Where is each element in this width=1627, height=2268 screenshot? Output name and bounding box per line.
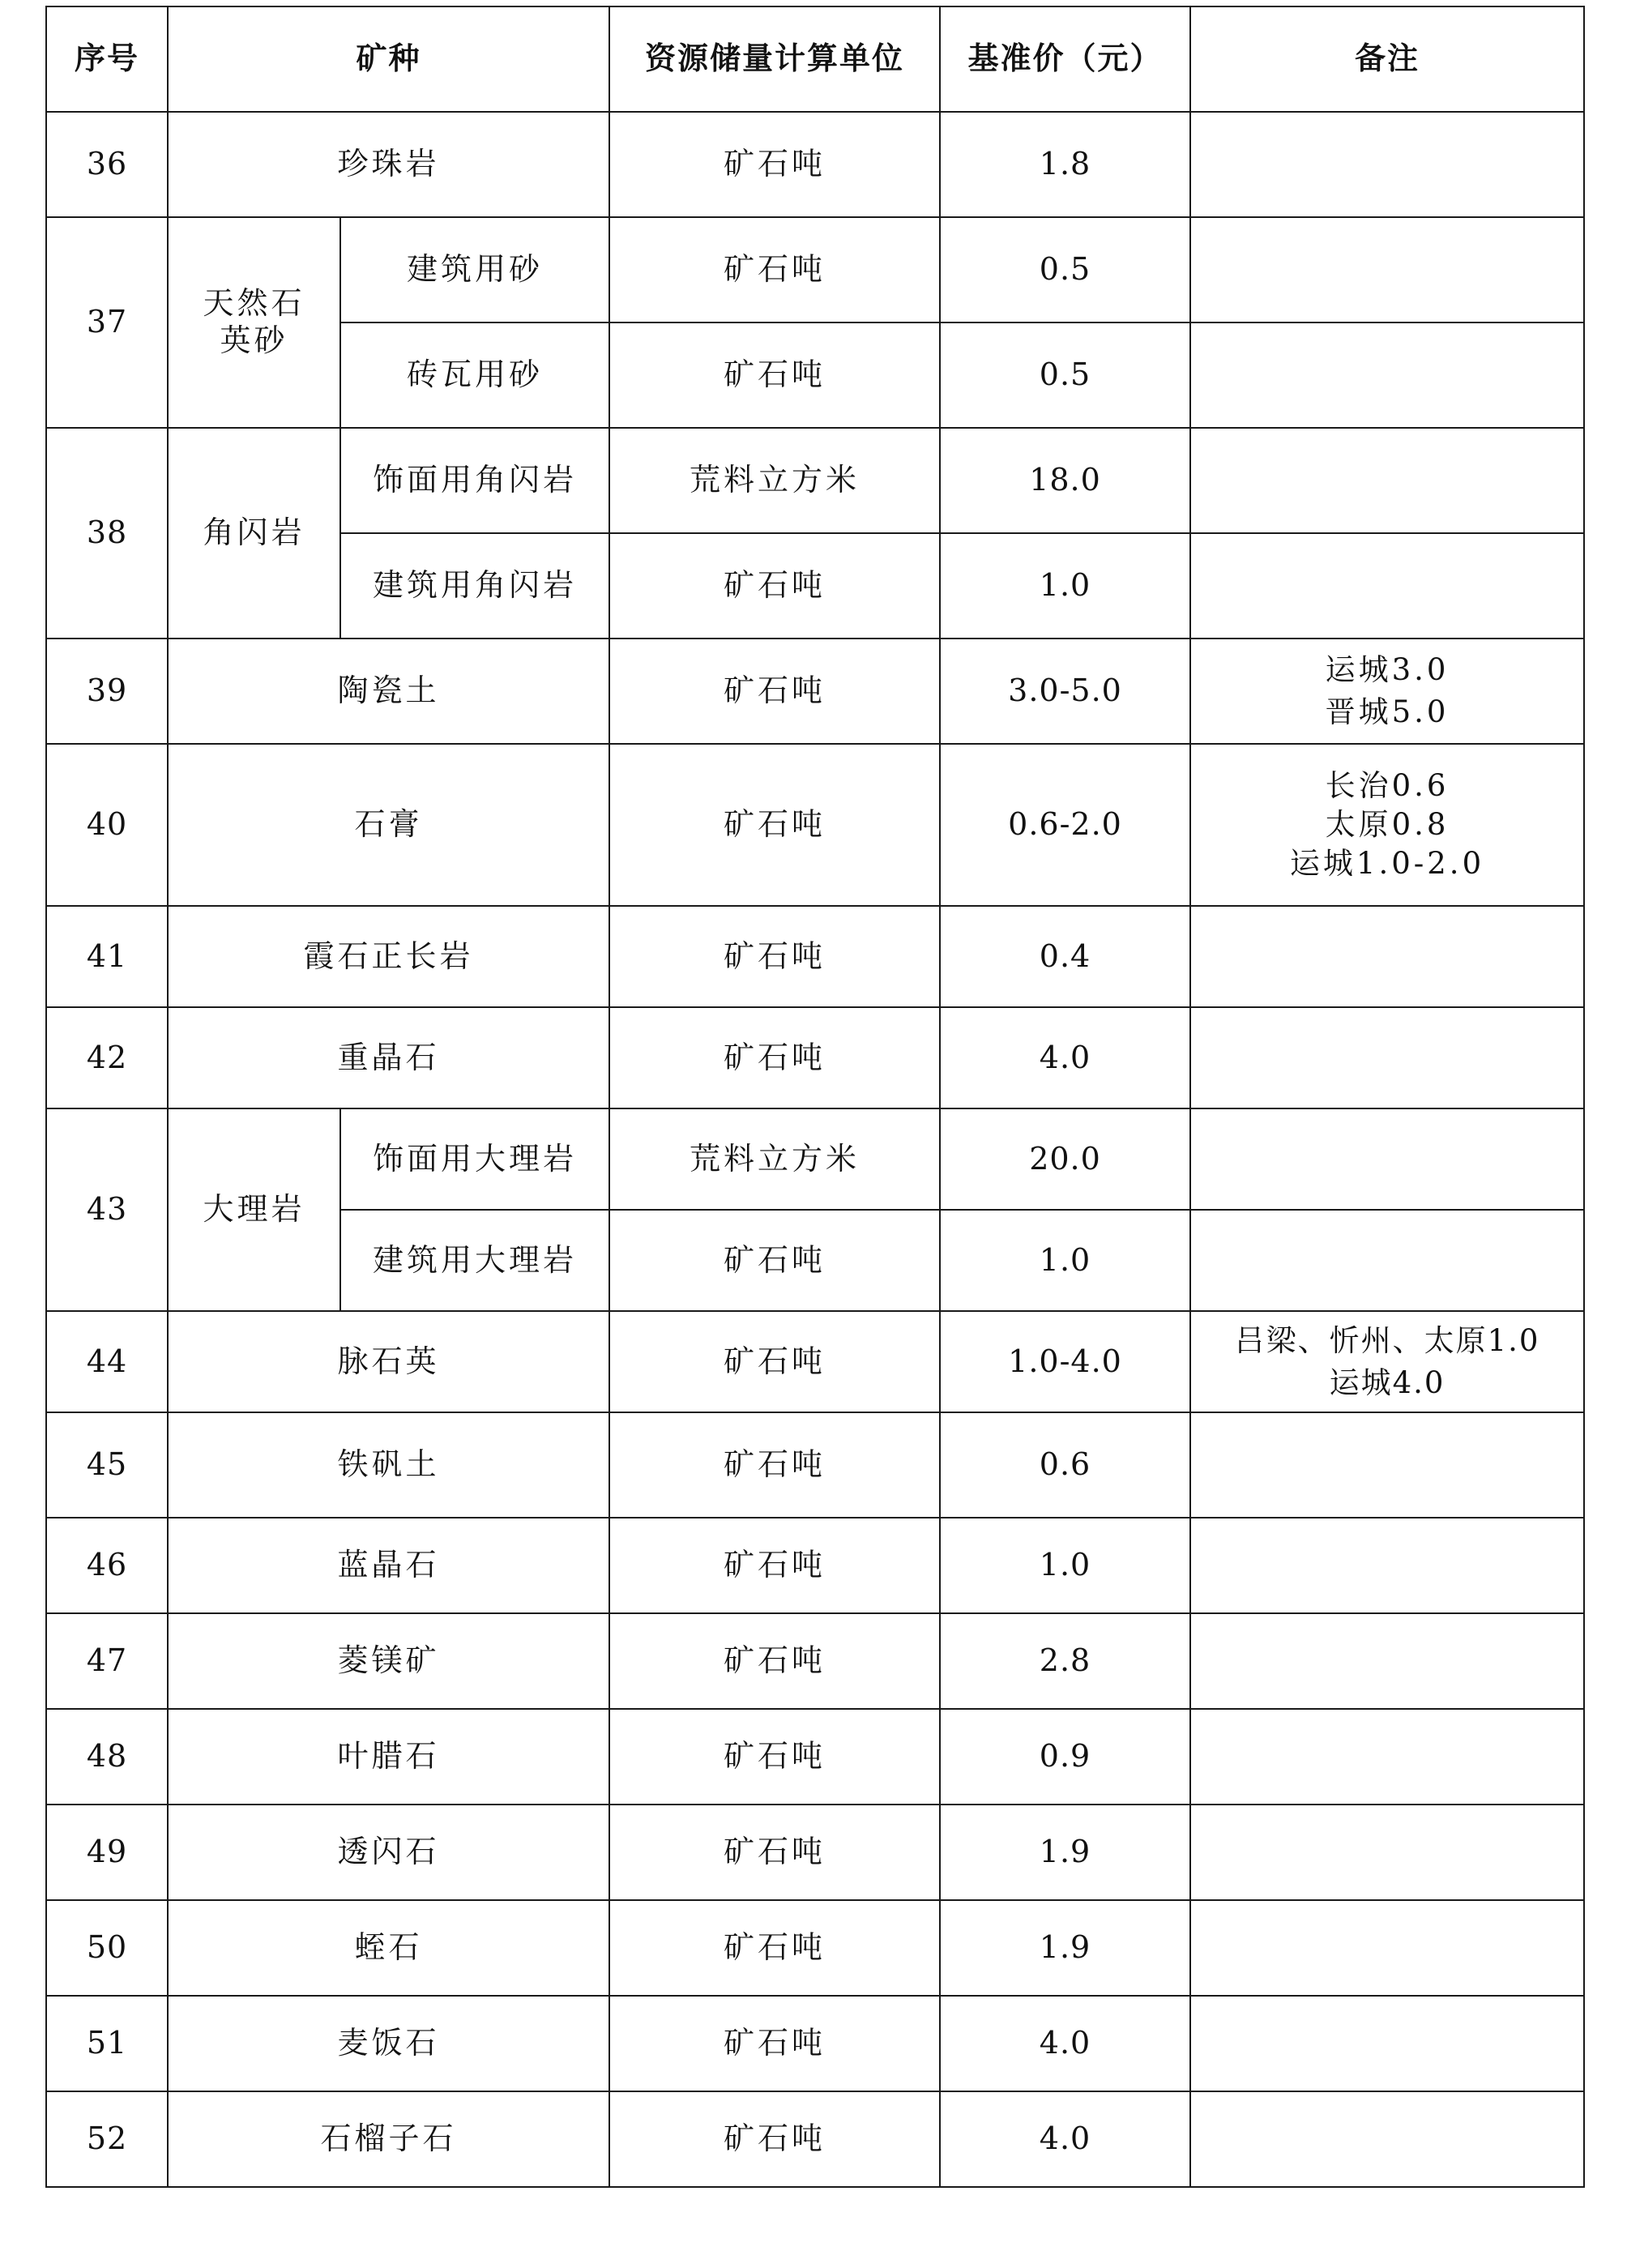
sub-mineral-name: 饰面用大理岩 bbox=[340, 1108, 609, 1210]
price-cell: 0.6-2.0 bbox=[940, 744, 1190, 906]
table-row bbox=[46, 1108, 1584, 1210]
unit-cell: 矿石吨 bbox=[609, 533, 940, 639]
price-cell: 3.0-5.0 bbox=[940, 639, 1190, 744]
price-cell: 4.0 bbox=[940, 2091, 1190, 2187]
table-row bbox=[46, 112, 1584, 217]
table-row bbox=[46, 217, 1584, 322]
remark-cell bbox=[1190, 112, 1584, 217]
table-row bbox=[46, 744, 1584, 906]
row-no: 41 bbox=[46, 906, 168, 1007]
remark-cell bbox=[1190, 1613, 1584, 1709]
remark-cell bbox=[1190, 1518, 1584, 1613]
table-row bbox=[46, 1007, 1584, 1108]
unit-cell: 矿石吨 bbox=[609, 906, 940, 1007]
table-row bbox=[46, 1709, 1584, 1805]
header-row bbox=[46, 6, 1584, 112]
price-cell: 4.0 bbox=[940, 1007, 1190, 1108]
unit-cell: 矿石吨 bbox=[609, 2091, 940, 2187]
price-cell: 2.8 bbox=[940, 1613, 1190, 1709]
mineral-name: 重晶石 bbox=[168, 1007, 609, 1108]
remark-line: 太原0.8 bbox=[1325, 806, 1450, 842]
mineral-name: 蓝晶石 bbox=[168, 1518, 609, 1613]
row-no: 38 bbox=[46, 428, 168, 639]
remark-line: 晋城5.0 bbox=[1325, 694, 1450, 729]
row-no: 40 bbox=[46, 744, 168, 906]
unit-cell: 矿石吨 bbox=[609, 112, 940, 217]
price-cell: 0.5 bbox=[940, 322, 1190, 428]
remark-cell bbox=[1190, 1996, 1584, 2091]
table-row bbox=[46, 1412, 1584, 1518]
mineral-group-name: 大理岩 bbox=[168, 1108, 340, 1311]
mineral-name: 石膏 bbox=[168, 744, 609, 906]
price-cell: 1.0 bbox=[940, 533, 1190, 639]
mineral-name: 菱镁矿 bbox=[168, 1613, 609, 1709]
sub-mineral-name: 饰面用角闪岩 bbox=[340, 428, 609, 533]
remark-line: 运城4.0 bbox=[1329, 1365, 1446, 1400]
remark-cell bbox=[1190, 1311, 1584, 1412]
row-no: 37 bbox=[46, 217, 168, 428]
remark-cell bbox=[1190, 428, 1584, 533]
remark-cell bbox=[1190, 1108, 1584, 1210]
mineral-price-table bbox=[45, 6, 1585, 2188]
remark-cell bbox=[1190, 1900, 1584, 1996]
row-no: 48 bbox=[46, 1709, 168, 1805]
mineral-group-name bbox=[168, 217, 340, 428]
mineral-name: 脉石英 bbox=[168, 1311, 609, 1412]
unit-cell: 矿石吨 bbox=[609, 1613, 940, 1709]
header-no: 序号 bbox=[46, 6, 168, 112]
mineral-group-label: 天然石英砂 bbox=[203, 285, 305, 358]
table-row bbox=[46, 1311, 1584, 1412]
price-cell: 0.6 bbox=[940, 1412, 1190, 1518]
table-row bbox=[46, 1613, 1584, 1709]
sub-mineral-name: 建筑用砂 bbox=[340, 217, 609, 322]
unit-cell: 矿石吨 bbox=[609, 322, 940, 428]
mineral-name: 珍珠岩 bbox=[168, 112, 609, 217]
row-no: 44 bbox=[46, 1311, 168, 1412]
table-row bbox=[46, 1805, 1584, 1900]
document-page bbox=[45, 6, 1583, 2188]
remark-cell bbox=[1190, 906, 1584, 1007]
row-no: 50 bbox=[46, 1900, 168, 1996]
remark-cell bbox=[1190, 744, 1584, 906]
remark-cell bbox=[1190, 1805, 1584, 1900]
mineral-name: 透闪石 bbox=[168, 1805, 609, 1900]
header-remark: 备注 bbox=[1190, 6, 1584, 112]
unit-cell: 矿石吨 bbox=[609, 1311, 940, 1412]
remark-cell bbox=[1190, 1709, 1584, 1805]
header-mineral: 矿种 bbox=[168, 6, 609, 112]
price-cell: 0.9 bbox=[940, 1709, 1190, 1805]
price-cell: 1.9 bbox=[940, 1805, 1190, 1900]
table-row bbox=[46, 1518, 1584, 1613]
row-no: 39 bbox=[46, 639, 168, 744]
price-cell: 1.9 bbox=[940, 1900, 1190, 1996]
remark-cell bbox=[1190, 217, 1584, 322]
unit-cell: 矿石吨 bbox=[609, 1007, 940, 1108]
unit-cell: 矿石吨 bbox=[609, 1518, 940, 1613]
price-cell: 20.0 bbox=[940, 1108, 1190, 1210]
unit-cell: 荒料立方米 bbox=[609, 1108, 940, 1210]
mineral-name: 蛭石 bbox=[168, 1900, 609, 1996]
unit-cell: 矿石吨 bbox=[609, 217, 940, 322]
header-unit: 资源储量计算单位 bbox=[609, 6, 940, 112]
remark-cell bbox=[1190, 2091, 1584, 2187]
remark-cell bbox=[1190, 639, 1584, 744]
row-no: 42 bbox=[46, 1007, 168, 1108]
price-cell: 1.0 bbox=[940, 1518, 1190, 1613]
remark-line: 吕梁、忻州、太原1.0 bbox=[1234, 1322, 1540, 1358]
mineral-name: 石榴子石 bbox=[168, 2091, 609, 2187]
row-no: 47 bbox=[46, 1613, 168, 1709]
sub-mineral-name: 砖瓦用砂 bbox=[340, 322, 609, 428]
price-cell: 1.0-4.0 bbox=[940, 1311, 1190, 1412]
sub-mineral-name: 建筑用大理岩 bbox=[340, 1210, 609, 1311]
table-row bbox=[46, 1996, 1584, 2091]
price-cell: 18.0 bbox=[940, 428, 1190, 533]
mineral-name: 铁矾土 bbox=[168, 1412, 609, 1518]
mineral-name: 叶腊石 bbox=[168, 1709, 609, 1805]
unit-cell: 矿石吨 bbox=[609, 1412, 940, 1518]
row-no: 46 bbox=[46, 1518, 168, 1613]
price-cell: 0.4 bbox=[940, 906, 1190, 1007]
mineral-name: 陶瓷土 bbox=[168, 639, 609, 744]
remark-line: 长治0.6 bbox=[1325, 767, 1450, 803]
unit-cell: 矿石吨 bbox=[609, 639, 940, 744]
mineral-group-name: 角闪岩 bbox=[168, 428, 340, 639]
remark-cell bbox=[1190, 1412, 1584, 1518]
sub-mineral-name: 建筑用角闪岩 bbox=[340, 533, 609, 639]
remark-line: 运城1.0-2.0 bbox=[1289, 846, 1485, 882]
row-no: 49 bbox=[46, 1805, 168, 1900]
price-cell: 4.0 bbox=[940, 1996, 1190, 2091]
price-cell: 1.8 bbox=[940, 112, 1190, 217]
unit-cell: 矿石吨 bbox=[609, 1210, 940, 1311]
header-price: 基准价（元） bbox=[940, 6, 1190, 112]
mineral-name: 霞石正长岩 bbox=[168, 906, 609, 1007]
row-no: 43 bbox=[46, 1108, 168, 1311]
table-row bbox=[46, 906, 1584, 1007]
unit-cell: 矿石吨 bbox=[609, 744, 940, 906]
table-body bbox=[46, 112, 1584, 2187]
price-cell: 1.0 bbox=[940, 1210, 1190, 1311]
price-cell: 0.5 bbox=[940, 217, 1190, 322]
unit-cell: 矿石吨 bbox=[609, 1900, 940, 1996]
row-no: 45 bbox=[46, 1412, 168, 1518]
remark-cell bbox=[1190, 1007, 1584, 1108]
unit-cell: 矿石吨 bbox=[609, 1996, 940, 2091]
row-no: 36 bbox=[46, 112, 168, 217]
remark-cell bbox=[1190, 533, 1584, 639]
remark-cell bbox=[1190, 1210, 1584, 1311]
table-row bbox=[46, 2091, 1584, 2187]
unit-cell: 矿石吨 bbox=[609, 1805, 940, 1900]
remark-line: 运城3.0 bbox=[1325, 652, 1450, 688]
remark-cell bbox=[1190, 322, 1584, 428]
table-row bbox=[46, 639, 1584, 744]
unit-cell: 荒料立方米 bbox=[609, 428, 940, 533]
mineral-name: 麦饭石 bbox=[168, 1996, 609, 2091]
unit-cell: 矿石吨 bbox=[609, 1709, 940, 1805]
table-row bbox=[46, 1900, 1584, 1996]
row-no: 51 bbox=[46, 1996, 168, 2091]
row-no: 52 bbox=[46, 2091, 168, 2187]
table-row bbox=[46, 428, 1584, 533]
